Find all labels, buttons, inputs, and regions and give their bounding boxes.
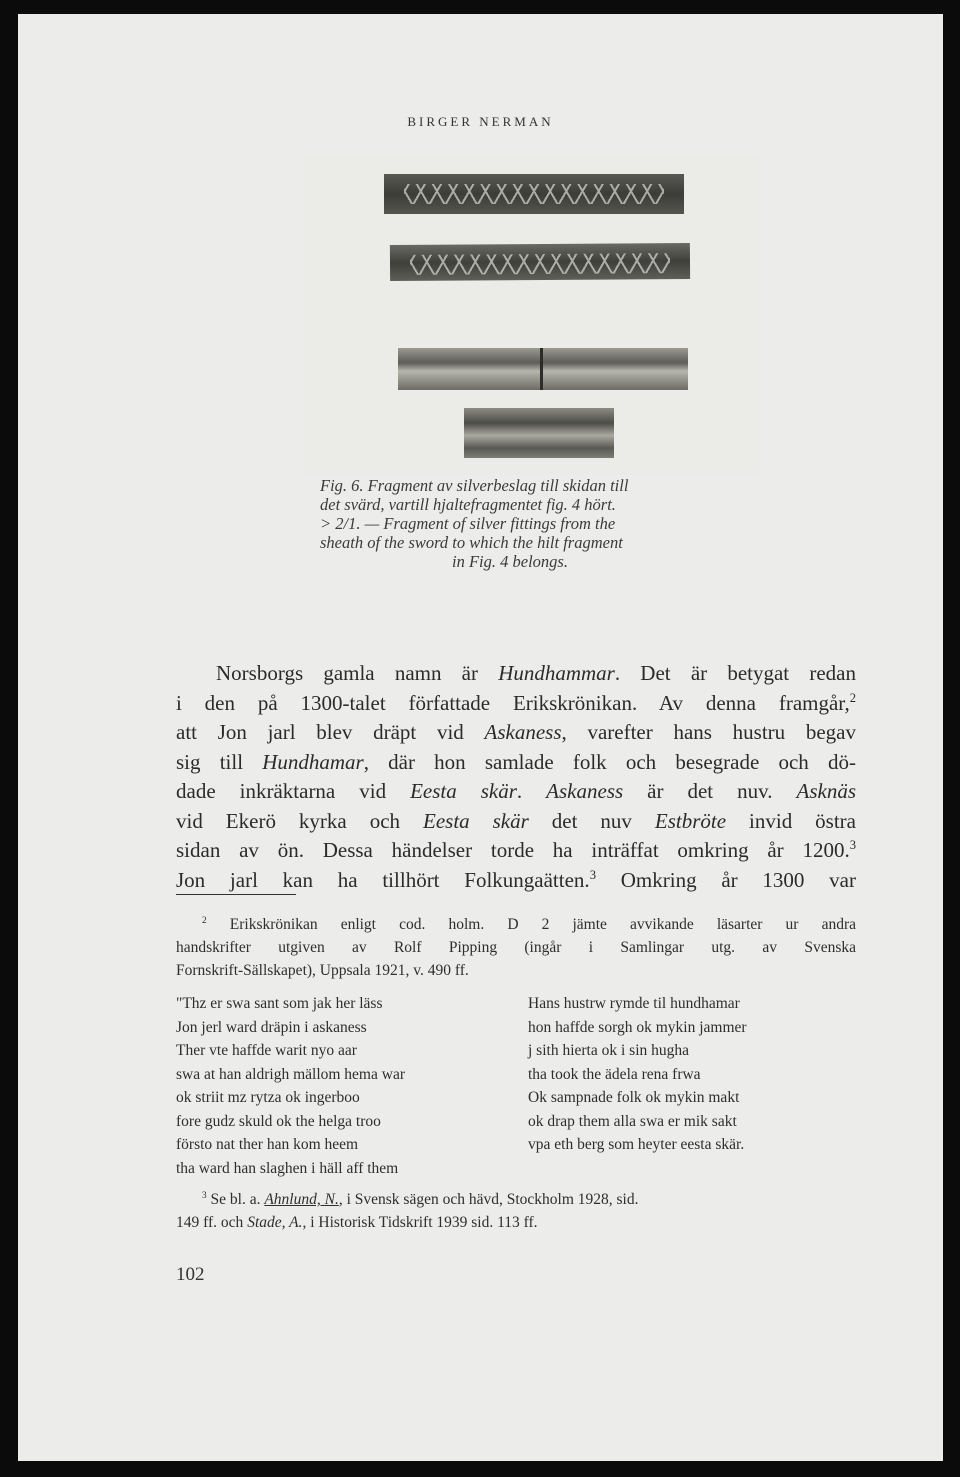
poem-line: tha took the ädela rena frwa [528,1065,701,1083]
poem-line: Jon jerl ward dräpin i askaness [176,1018,367,1036]
poem-line: hon haffde sorgh ok mykin jammer [528,1018,747,1036]
poem-line: vpa eth berg som heyter eesta skär. [528,1136,745,1153]
body-line: att Jon jarl blev dräpt vid Askaness, varefter hans hustru begav [176,720,856,744]
body-line: dade inkräktarna vid Eesta skär. Askaness är det nuv. Asknäs [176,779,857,803]
footnote-line: 149 ff. och Stade, A., i Historisk Tidskrift 1939 sid. 113 ff. [176,1214,538,1231]
caption-line: > 2/1. — Fragment of silver fittings from the [320,514,616,533]
body-line: Jon jarl kan ha tillhört Folkungaätten.$^3$ Omkring år 1300 var [176,867,856,892]
running-head: BIRGER NERMAN [407,114,554,129]
poem-line: ok striit mz rytza ok ingerboo [176,1089,360,1106]
poem-line: Ther vte haffde warit nyo aar [176,1042,357,1059]
fitting-fragment-3 [398,348,688,390]
body-line: sidan av ön. Dessa händelser torde ha inträffat omkring år 1200.$^3$ [176,838,856,862]
page-number: 102 [176,1264,205,1285]
poem-line: fore gudz skuld ok the helga troo [176,1112,381,1130]
footnote-2 [176,913,856,982]
poem-line: j sith hierta ok i sin hugha [528,1042,690,1059]
caption-line: det svärd, vartill hjaltefragmentet fig. 4 hört. [320,495,616,514]
poem-left-column [176,992,516,1180]
figure-photo-silver-fittings [304,156,760,474]
fitting-fragment-2 [390,243,690,281]
figure-caption [320,476,740,571]
poem-line: "Thz er swa sant som jak her läss [176,995,383,1012]
poem-line: tha ward han slaghen i häll aff them [176,1159,399,1177]
fitting-fragment-4 [464,408,614,458]
caption-line: sheath of the sword to which the hilt fragment [320,533,623,552]
poem-right-column [528,992,868,1157]
footnote-line: Fornskrift-Sällskapet), Uppsala 1921, v. 490 ff. [176,962,469,979]
caption-line: Fig. 6. Fragment av silverbeslag till skidan till [320,476,629,495]
body-line: sig till Hundhamar, där hon samlade folk och besegrade och dö- [176,749,856,774]
caption-line: in Fig. 4 belongs. [452,552,568,571]
footnote-3 [176,1188,856,1234]
poem-line: swa at han aldrigh mällom hema war [176,1065,405,1083]
fitting-fragment-1 [384,174,684,214]
footnote-line: $^3$ Se bl. a. Ahnlund, N., i Svensk sägen och hävd, Stockholm 1928, sid. [202,1190,639,1208]
poem-line: Hans hustrw rymde til hundhamar [528,995,740,1012]
poem-line: Ok sampnade folk ok mykin makt [528,1089,740,1106]
footnote-line: $^2$ Erikskrönikan enligt cod. holm. D 2 jämte avvikande läsarter ur andra [202,915,856,933]
poem-line: försto nat ther han kom heem [176,1136,359,1153]
body-paragraph [176,659,856,895]
body-line: i den på 1300-talet författade Erikskrönikan. Av denna framgår,$^2$ [176,690,856,715]
body-line: vid Ekerö kyrka och Eesta skär det nuv Estbröte invid östra [176,808,856,833]
body-line: Norsborgs gamla namn är Hundhammar. Det är betygat redan [216,661,856,685]
footnote-line: handskrifter utgiven av Rolf Pipping (ingår i Samlingar utg. av Svenska [176,939,856,956]
poem-line: ok drap them alla swa er mik sakt [528,1112,737,1130]
page [18,14,943,1461]
footnote-rule [176,894,296,895]
